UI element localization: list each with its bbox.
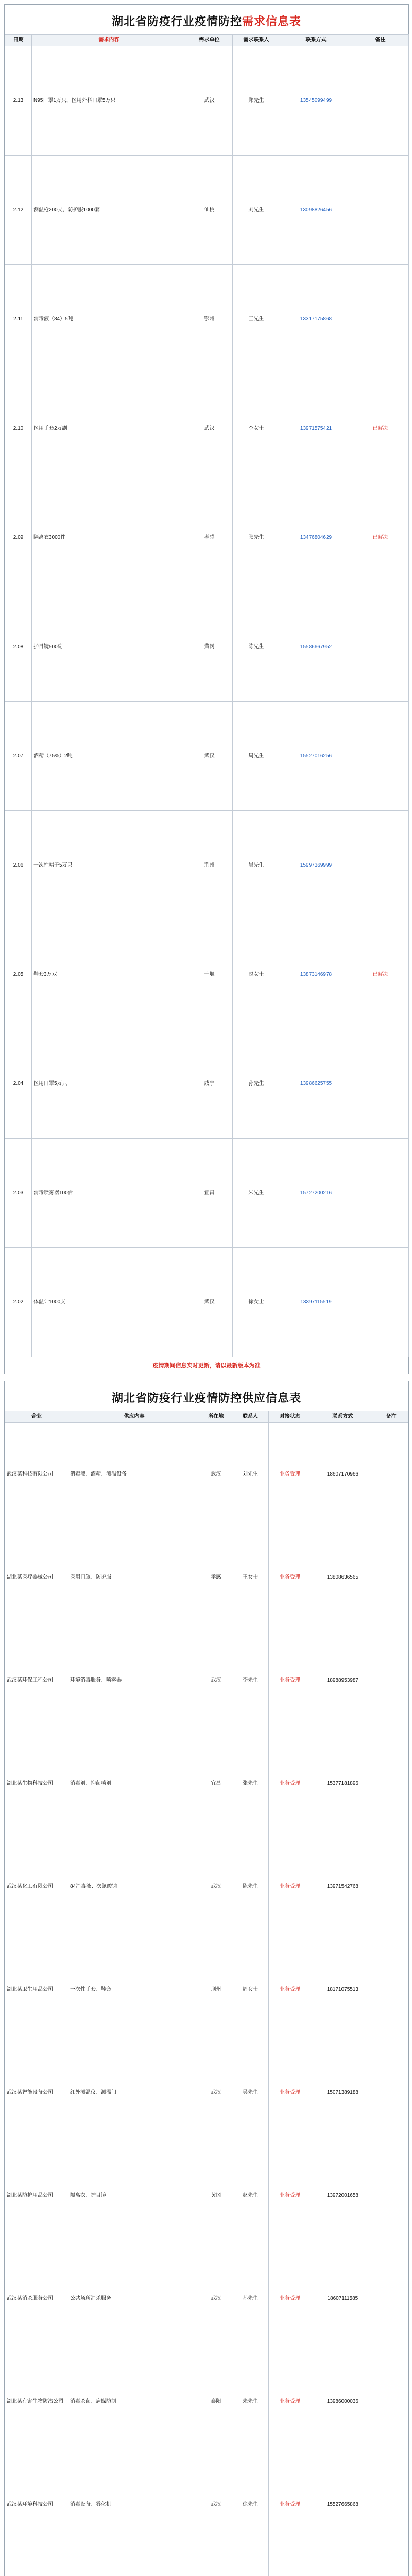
demand-row bbox=[5, 374, 409, 483]
supply-cell-company: 武汉某环境科技公司 bbox=[5, 2453, 68, 2556]
demand-row bbox=[5, 265, 409, 374]
supply-cell-location: 武汉 bbox=[200, 2041, 232, 2144]
demand-cell-contact: 陈先生 bbox=[233, 592, 280, 702]
supply-cell-contact bbox=[232, 2556, 269, 2576]
demand-cell-contact: 赵女士 bbox=[233, 920, 280, 1029]
demand-cell-content: 鞋套3万双 bbox=[32, 920, 186, 1029]
supply-table bbox=[5, 1411, 408, 2576]
demand-cell-phone: 13545099499 bbox=[280, 46, 352, 156]
demand-cell-phone: 15527016256 bbox=[280, 702, 352, 811]
demand-cell-content: 隔离衣3000件 bbox=[32, 483, 186, 592]
supply-cell-content: 消毒设备、雾化机 bbox=[68, 2453, 200, 2556]
demand-row bbox=[5, 1139, 409, 1248]
demand-cell-date: 2.12 bbox=[5, 156, 32, 265]
supply-cell-company: 湖北某防护用品公司 bbox=[5, 2144, 68, 2247]
demand-cell-unit: 十堰 bbox=[186, 920, 233, 1029]
supply-cell-company: 武汉某化工有限公司 bbox=[5, 1835, 68, 1938]
demand-header-content: 需求内容 bbox=[32, 35, 186, 46]
supply-header-location: 所在地 bbox=[200, 1411, 232, 1423]
demand-cell-contact: 徐女士 bbox=[233, 1248, 280, 1357]
supply-row bbox=[5, 1835, 408, 1938]
demand-cell-contact: 张先生 bbox=[233, 483, 280, 592]
supply-cell-content: 消毒液、酒精、测温设备 bbox=[68, 1423, 200, 1526]
supply-cell-location: 武汉 bbox=[200, 1423, 232, 1526]
demand-cell-unit: 仙桃 bbox=[186, 156, 233, 265]
demand-cell-unit: 孝感 bbox=[186, 483, 233, 592]
supply-cell-status: 业务受理 bbox=[269, 2453, 311, 2556]
demand-cell-unit: 武汉 bbox=[186, 702, 233, 811]
supply-cell-status: 业务受理 bbox=[269, 1835, 311, 1938]
supply-cell-location: 武汉 bbox=[200, 1835, 232, 1938]
supply-cell-company: 武汉某智能设备公司 bbox=[5, 2041, 68, 2144]
supply-cell-location: 荆州 bbox=[200, 1938, 232, 2041]
supply-row bbox=[5, 1938, 408, 2041]
supply-cell-status: 业务受理 bbox=[269, 1526, 311, 1629]
demand-cell-date: 2.03 bbox=[5, 1139, 32, 1248]
demand-cell-content: 医用手套2万副 bbox=[32, 374, 186, 483]
supply-cell-phone: 18607170966 bbox=[311, 1423, 374, 1526]
demand-title bbox=[5, 5, 408, 34]
supply-cell-contact: 吴先生 bbox=[232, 2041, 269, 2144]
supply-cell-content: 医用口罩、防护服 bbox=[68, 1526, 200, 1629]
supply-cell-note bbox=[374, 2041, 408, 2144]
supply-cell-location: 宜昌 bbox=[200, 1732, 232, 1835]
supply-cell-status: 业务受理 bbox=[269, 2247, 311, 2350]
demand-cell-note: 已解决 bbox=[352, 920, 409, 1029]
supply-header-phone: 联系方式 bbox=[311, 1411, 374, 1423]
supply-body bbox=[5, 1423, 408, 2576]
demand-row bbox=[5, 592, 409, 702]
supply-cell-company: 武汉某科技有限公司 bbox=[5, 1423, 68, 1526]
supply-row bbox=[5, 1526, 408, 1629]
supply-title bbox=[5, 1381, 408, 1411]
supply-row bbox=[5, 2453, 408, 2556]
demand-sheet bbox=[4, 4, 409, 1374]
supply-cell-phone: 18171075513 bbox=[311, 1938, 374, 2041]
supply-header-company: 企业 bbox=[5, 1411, 68, 1423]
supply-cell-note bbox=[374, 1938, 408, 2041]
supply-cell-note bbox=[374, 1835, 408, 1938]
demand-cell-date: 2.08 bbox=[5, 592, 32, 702]
supply-cell-note bbox=[374, 2247, 408, 2350]
demand-cell-phone: 13397115519 bbox=[280, 1248, 352, 1357]
demand-cell-date: 2.10 bbox=[5, 374, 32, 483]
supply-cell-phone: 15071389188 bbox=[311, 2041, 374, 2144]
demand-row bbox=[5, 1248, 409, 1357]
supply-cell-content: 公共场所消杀服务 bbox=[68, 2247, 200, 2350]
demand-cell-content: 一次性帽子5万只 bbox=[32, 811, 186, 920]
demand-cell-note bbox=[352, 702, 409, 811]
supply-cell-phone: 13971542768 bbox=[311, 1835, 374, 1938]
demand-row bbox=[5, 702, 409, 811]
supply-cell-location: 孝感 bbox=[200, 1526, 232, 1629]
demand-cell-note bbox=[352, 592, 409, 702]
supply-cell-status: 业务受理 bbox=[269, 1629, 311, 1732]
supply-sheet bbox=[4, 1381, 409, 2576]
supply-row bbox=[5, 2350, 408, 2453]
supply-cell-location: 襄阳 bbox=[200, 2350, 232, 2453]
demand-cell-phone: 13476804629 bbox=[280, 483, 352, 592]
supply-header-note: 备注 bbox=[374, 1411, 408, 1423]
supply-cell-note bbox=[374, 2144, 408, 2247]
demand-row bbox=[5, 811, 409, 920]
demand-cell-unit: 宜昌 bbox=[186, 1139, 233, 1248]
demand-cell-content: 体温计1000支 bbox=[32, 1248, 186, 1357]
supply-cell-content: 消毒剂、抑菌喷剂 bbox=[68, 1732, 200, 1835]
supply-cell-status: 业务受理 bbox=[269, 1938, 311, 2041]
demand-cell-unit: 荆州 bbox=[186, 811, 233, 920]
demand-header-contact: 需求联系人 bbox=[233, 35, 280, 46]
demand-header-row bbox=[5, 35, 409, 46]
demand-header-date: 日期 bbox=[5, 35, 32, 46]
demand-cell-phone: 13971575421 bbox=[280, 374, 352, 483]
demand-cell-contact: 朱先生 bbox=[233, 1139, 280, 1248]
demand-cell-note bbox=[352, 1248, 409, 1357]
supply-cell-contact: 李先生 bbox=[232, 1629, 269, 1732]
supply-cell-status: 业务受理 bbox=[269, 2350, 311, 2453]
demand-title-prefix: 湖北省防疫行业疫情防控 bbox=[111, 15, 242, 28]
supply-cell-content: 红外测温仪、测温门 bbox=[68, 2041, 200, 2144]
demand-cell-note bbox=[352, 1139, 409, 1248]
supply-cell-company: 湖北某生物科技公司 bbox=[5, 1732, 68, 1835]
demand-row bbox=[5, 156, 409, 265]
demand-cell-note: 已解决 bbox=[352, 483, 409, 592]
supply-cell-note bbox=[374, 1629, 408, 1732]
supply-cell-note bbox=[374, 2350, 408, 2453]
supply-cell-status bbox=[269, 2556, 311, 2576]
demand-cell-unit: 武汉 bbox=[186, 1248, 233, 1357]
demand-cell-date: 2.09 bbox=[5, 483, 32, 592]
supply-header-contact: 联系人 bbox=[232, 1411, 269, 1423]
supply-cell-company: 湖北某有害生物防治公司 bbox=[5, 2350, 68, 2453]
demand-cell-content: 测温枪200支，防护服1000套 bbox=[32, 156, 186, 265]
supply-header-status: 对接状态 bbox=[269, 1411, 311, 1423]
demand-cell-contact: 郑先生 bbox=[233, 46, 280, 156]
demand-header-unit: 需求单位 bbox=[186, 35, 233, 46]
supply-cell-content: 隔离衣、护目镜 bbox=[68, 2144, 200, 2247]
demand-title-emph: 需求信息表 bbox=[242, 15, 302, 28]
supply-cell-phone: 18988953987 bbox=[311, 1629, 374, 1732]
demand-cell-unit: 黄冈 bbox=[186, 592, 233, 702]
supply-cell-note bbox=[374, 1423, 408, 1526]
supply-cell-content bbox=[68, 2556, 200, 2576]
demand-row bbox=[5, 46, 409, 156]
supply-cell-status: 业务受理 bbox=[269, 1732, 311, 1835]
supply-row bbox=[5, 2144, 408, 2247]
supply-cell-phone: 13986000036 bbox=[311, 2350, 374, 2453]
demand-cell-date: 2.13 bbox=[5, 46, 32, 156]
supply-cell-contact: 朱先生 bbox=[232, 2350, 269, 2453]
supply-cell-contact: 刘先生 bbox=[232, 1423, 269, 1526]
supply-cell-phone: 18607111585 bbox=[311, 2247, 374, 2350]
demand-cell-content: 护目镜500副 bbox=[32, 592, 186, 702]
demand-cell-phone: 15997369999 bbox=[280, 811, 352, 920]
supply-cell-phone bbox=[311, 2556, 374, 2576]
supply-cell-company: 武汉某环保工程公司 bbox=[5, 1629, 68, 1732]
supply-row bbox=[5, 2041, 408, 2144]
demand-cell-phone: 15586667952 bbox=[280, 592, 352, 702]
demand-cell-content: 医用口罩5万只 bbox=[32, 1029, 186, 1139]
demand-cell-phone: 13986625755 bbox=[280, 1029, 352, 1139]
demand-cell-content: N95口罩1万只，医用外科口罩5万只 bbox=[32, 46, 186, 156]
demand-header-phone: 联系方式 bbox=[280, 35, 352, 46]
demand-cell-note bbox=[352, 265, 409, 374]
supply-cell-location bbox=[200, 2556, 232, 2576]
demand-cell-date: 2.07 bbox=[5, 702, 32, 811]
supply-cell-contact: 张先生 bbox=[232, 1732, 269, 1835]
demand-cell-note bbox=[352, 1029, 409, 1139]
supply-cell-company: 湖北某卫生用品公司 bbox=[5, 1938, 68, 2041]
supply-cell-phone: 15527665868 bbox=[311, 2453, 374, 2556]
demand-cell-date: 2.05 bbox=[5, 920, 32, 1029]
supply-cell-content: 84消毒液、次氯酸钠 bbox=[68, 1835, 200, 1938]
supply-cell-contact: 徐先生 bbox=[232, 2453, 269, 2556]
supply-cell-status: 业务受理 bbox=[269, 2041, 311, 2144]
demand-cell-contact: 吴先生 bbox=[233, 811, 280, 920]
supply-cell-phone: 13972001658 bbox=[311, 2144, 374, 2247]
supply-cell-company: 武汉某消杀服务公司 bbox=[5, 2247, 68, 2350]
demand-cell-unit: 咸宁 bbox=[186, 1029, 233, 1139]
demand-row bbox=[5, 920, 409, 1029]
supply-cell-note bbox=[374, 2556, 408, 2576]
supply-cell-phone: 15377181896 bbox=[311, 1732, 374, 1835]
demand-cell-date: 2.02 bbox=[5, 1248, 32, 1357]
supply-row bbox=[5, 1423, 408, 1526]
supply-cell-company: 湖北某医疗器械公司 bbox=[5, 1526, 68, 1629]
supply-cell-note bbox=[374, 2453, 408, 2556]
demand-cell-phone: 13873146978 bbox=[280, 920, 352, 1029]
supply-cell-location: 武汉 bbox=[200, 2247, 232, 2350]
supply-cell-note bbox=[374, 1526, 408, 1629]
supply-title-emph: 供应信息表 bbox=[242, 1392, 302, 1404]
demand-cell-note bbox=[352, 46, 409, 156]
demand-cell-contact: 王先生 bbox=[233, 265, 280, 374]
demand-cell-contact: 刘先生 bbox=[233, 156, 280, 265]
demand-cell-date: 2.06 bbox=[5, 811, 32, 920]
demand-cell-phone: 13317175868 bbox=[280, 265, 352, 374]
supply-title-prefix: 湖北省防疫行业疫情防控 bbox=[111, 1392, 242, 1404]
demand-cell-note bbox=[352, 156, 409, 265]
demand-cell-content: 消毒喷雾器100台 bbox=[32, 1139, 186, 1248]
supply-cell-phone: 13808636565 bbox=[311, 1526, 374, 1629]
supply-cell-contact: 王女士 bbox=[232, 1526, 269, 1629]
demand-cell-phone: 15727200216 bbox=[280, 1139, 352, 1248]
supply-cell-status: 业务受理 bbox=[269, 1423, 311, 1526]
demand-cell-contact: 周先生 bbox=[233, 702, 280, 811]
supply-cell-company bbox=[5, 2556, 68, 2576]
supply-cell-location: 武汉 bbox=[200, 1629, 232, 1732]
supply-cell-content: 一次性手套、鞋套 bbox=[68, 1938, 200, 2041]
demand-cell-note bbox=[352, 811, 409, 920]
demand-row bbox=[5, 483, 409, 592]
supply-row bbox=[5, 1732, 408, 1835]
demand-cell-unit: 武汉 bbox=[186, 46, 233, 156]
demand-cell-content: 酒精（75%）2吨 bbox=[32, 702, 186, 811]
demand-cell-note: 已解决 bbox=[352, 374, 409, 483]
supply-cell-contact: 周女士 bbox=[232, 1938, 269, 2041]
supply-cell-contact: 孙先生 bbox=[232, 2247, 269, 2350]
demand-cell-unit: 鄂州 bbox=[186, 265, 233, 374]
demand-header-note: 备注 bbox=[352, 35, 409, 46]
demand-table bbox=[5, 34, 409, 1357]
supply-row bbox=[5, 2247, 408, 2350]
demand-cell-phone: 13098826456 bbox=[280, 156, 352, 265]
supply-cell-contact: 赵先生 bbox=[232, 2144, 269, 2247]
supply-header-row bbox=[5, 1411, 408, 1423]
supply-cell-location: 武汉 bbox=[200, 2453, 232, 2556]
supply-row bbox=[5, 2556, 408, 2576]
demand-cell-unit: 武汉 bbox=[186, 374, 233, 483]
demand-cell-date: 2.11 bbox=[5, 265, 32, 374]
supply-row bbox=[5, 1629, 408, 1732]
demand-body bbox=[5, 46, 409, 1357]
supply-header-content: 供应内容 bbox=[68, 1411, 200, 1423]
demand-cell-content: 消毒液（84）5吨 bbox=[32, 265, 186, 374]
demand-cell-contact: 李女士 bbox=[233, 374, 280, 483]
demand-row bbox=[5, 1029, 409, 1139]
supply-cell-note bbox=[374, 1732, 408, 1835]
supply-cell-content: 环境消毒服务、喷雾器 bbox=[68, 1629, 200, 1732]
supply-cell-status: 业务受理 bbox=[269, 2144, 311, 2247]
supply-cell-location: 黄冈 bbox=[200, 2144, 232, 2247]
demand-cell-date: 2.04 bbox=[5, 1029, 32, 1139]
demand-cell-contact: 孙先生 bbox=[233, 1029, 280, 1139]
supply-cell-content: 消毒杀菌、病媒防制 bbox=[68, 2350, 200, 2453]
demand-footer-note: 疫情期间信息实时更新，请以最新版本为准 bbox=[152, 1363, 261, 1369]
supply-cell-contact: 陈先生 bbox=[232, 1835, 269, 1938]
